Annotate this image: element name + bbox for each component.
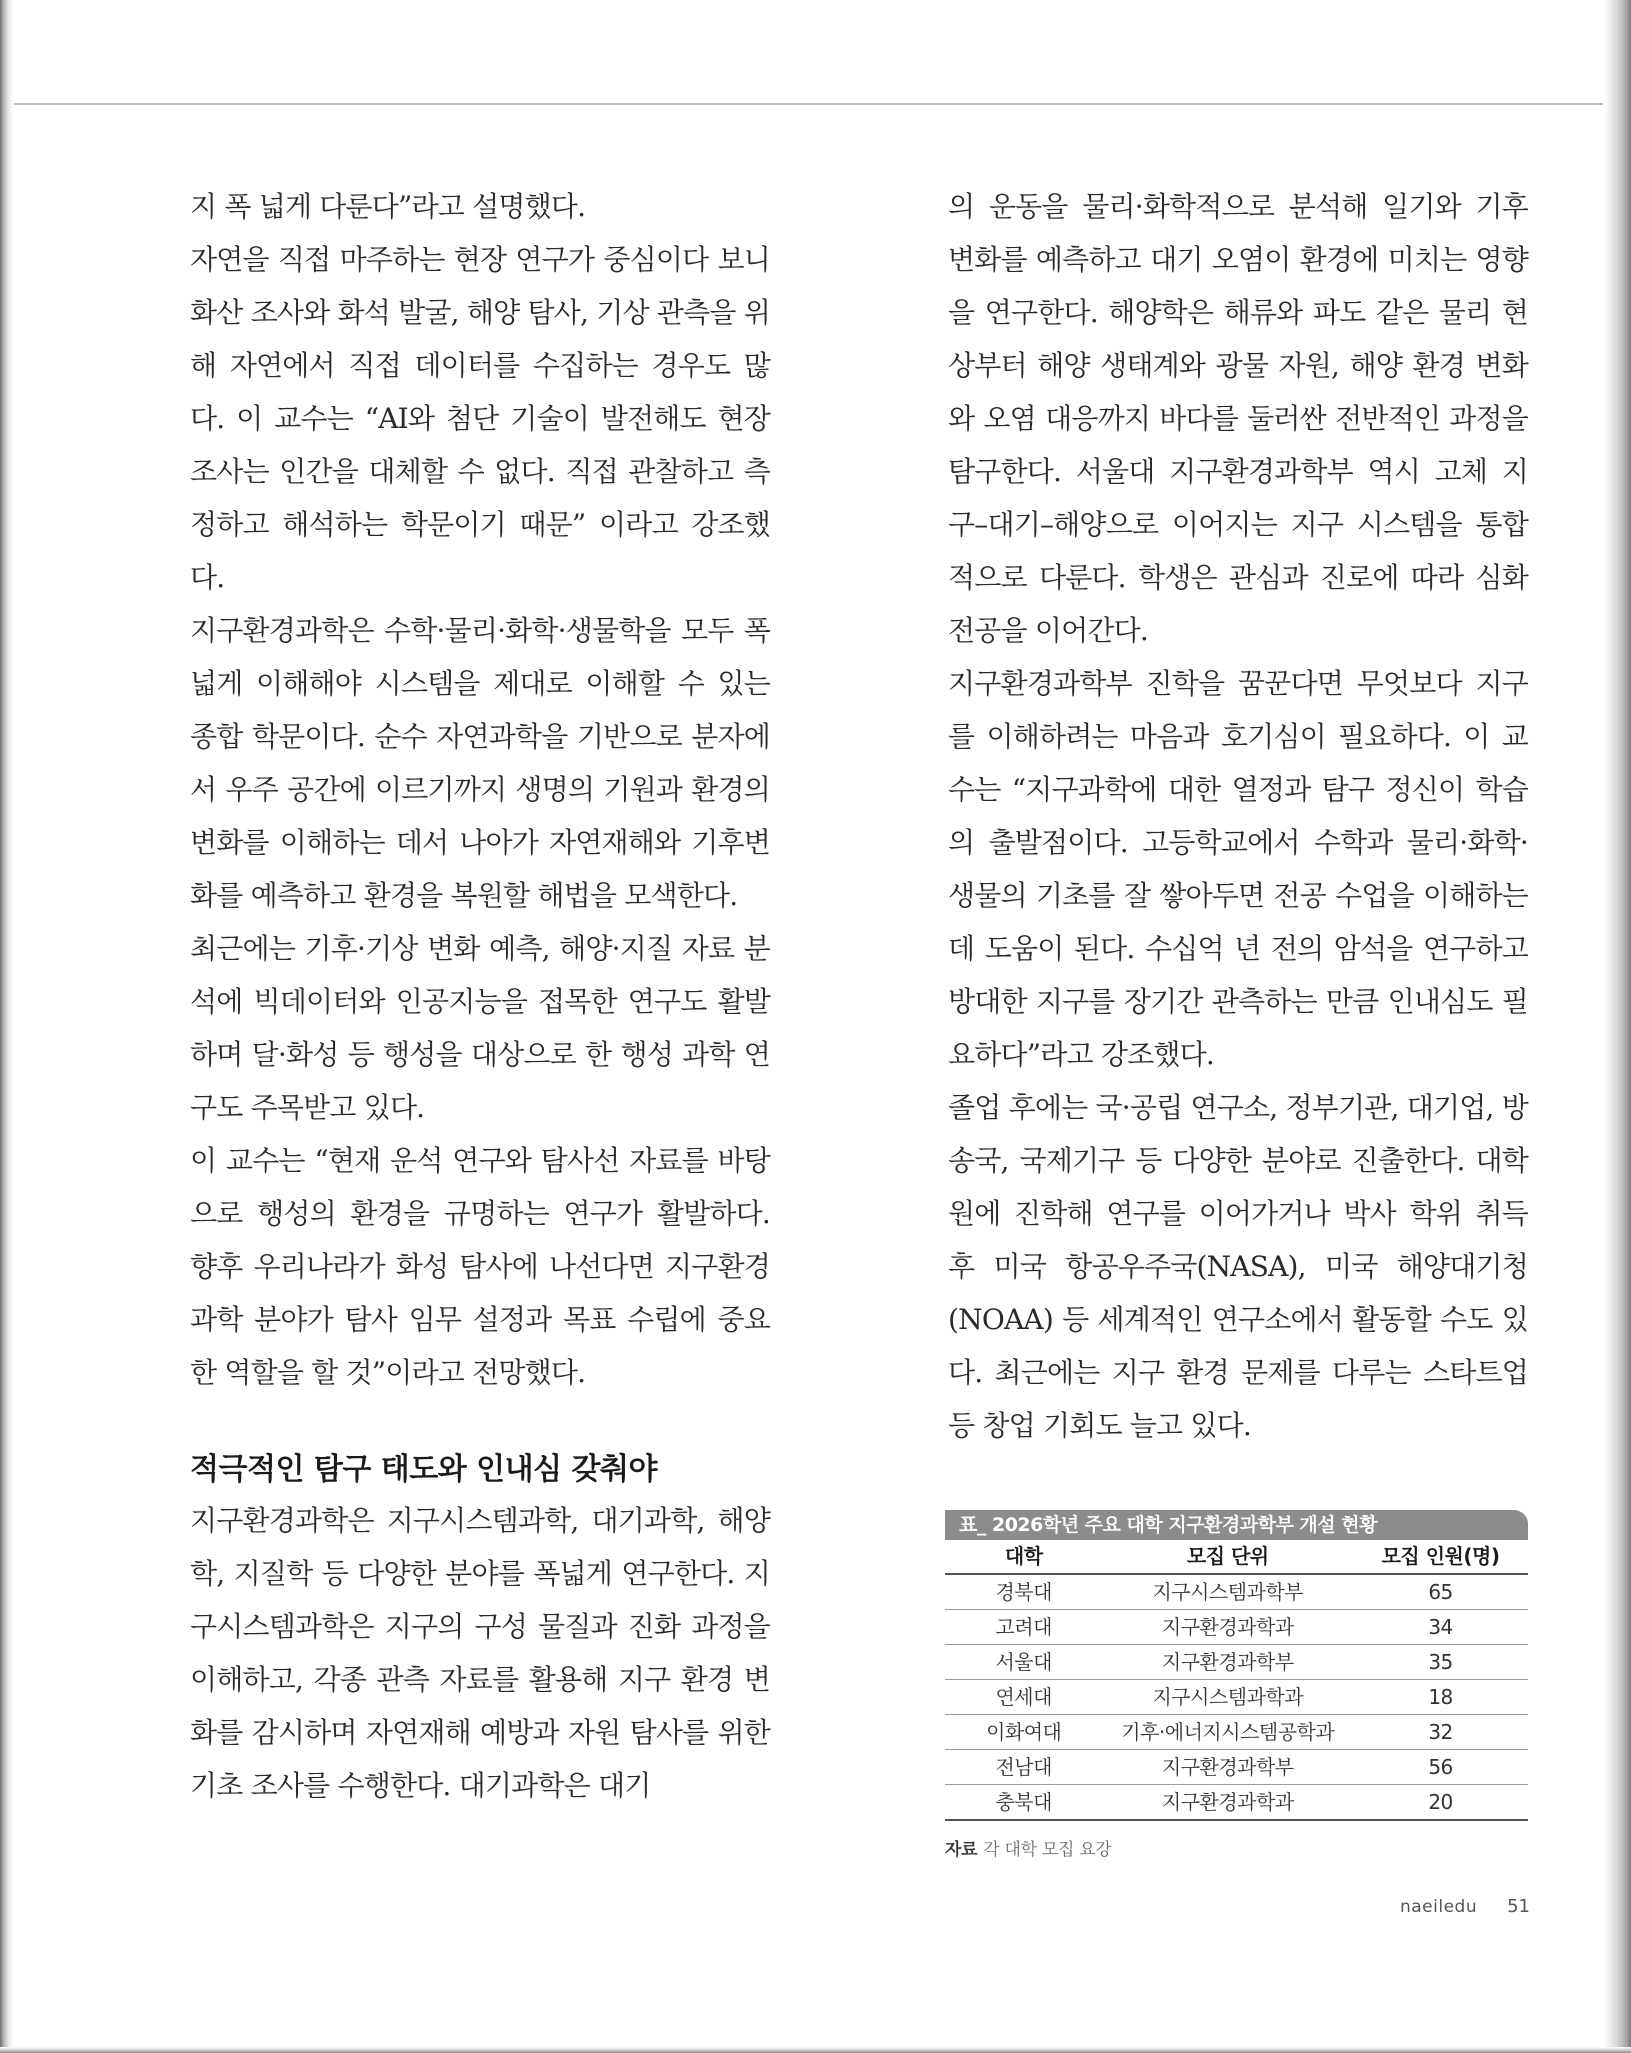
table-row	[945, 1574, 1528, 1610]
page-shadow-left	[0, 0, 14, 2053]
table-header-row	[945, 1540, 1528, 1574]
cell-unit: 지구환경과학부	[1102, 1645, 1353, 1680]
table-row	[945, 1715, 1528, 1750]
cell-quota: 18	[1353, 1680, 1528, 1715]
section-heading: 적극적인 탐구 태도와 인내심 갖춰야	[190, 1452, 657, 1487]
cell-university: 서울대	[945, 1645, 1102, 1680]
publication-name: naeiledu	[1399, 1897, 1478, 1917]
paragraph: 졸업 후에는 국·공립 연구소, 정부기관, 대기업, 방송국, 국제기구 등 다양한 분야로 진출한다. 대학원에 진학해 연구를 이어가거나 박사 학위 취득 후 미국 항공우주국(NASA), 미국 해양대기청(NOAA) 등 세계적인 연구소에서 활동할 수도 있다. 최근에는 지구 환경 문제를 다루는 스타트업 등 창업 기회도 늘고 있다.	[948, 1091, 1528, 1442]
cell-university: 경북대	[945, 1574, 1102, 1610]
cell-quota: 56	[1353, 1750, 1528, 1785]
cell-quota: 34	[1353, 1610, 1528, 1645]
paragraph: 최근에는 기후·기상 변화 예측, 해양·지질 자료 분석에 빅데이터와 인공지능을 접목한 연구도 활발하며 달·화성 등 행성을 대상으로 한 행성 과학 연구도 주목받고 있다.	[190, 932, 770, 1124]
cell-unit: 기후·에너지시스템공학과	[1102, 1715, 1353, 1750]
cell-university: 전남대	[945, 1750, 1102, 1785]
table-row	[945, 1750, 1528, 1785]
table-row	[945, 1645, 1528, 1680]
paragraph: 의 운동을 물리·화학적으로 분석해 일기와 기후 변화를 예측하고 대기 오염이 환경에 미치는 영향을 연구한다. 해양학은 해류와 파도 같은 물리 현상부터 해양 생태계와 광물 자원, 해양 환경 변화와 오염 대응까지 바다를 둘러싼 전반적인 과정을 탐구한다. 서울대 지구환경과학부 역시 고체 지구–대기–해양으로 이어지는 지구 시스템을 통합적으로 다룬다. 학생은 관심과 진로에 따라 심화 전공을 이어간다.	[948, 190, 1528, 647]
paragraph: 지구환경과학은 지구시스템과학, 대기과학, 해양학, 지질학 등 다양한 분야를 폭넓게 연구한다. 지구시스템과학은 지구의 구성 물질과 진화 과정을 이해하고, 각종 관측 자료를 활용해 지구 환경 변화를 감시하며 자연재해 예방과 자원 탐사를 위한 기초 조사를 수행한다. 대기과학은 대기	[190, 1504, 770, 1802]
cell-quota: 32	[1353, 1715, 1528, 1750]
source-label: 자료	[945, 1840, 978, 1860]
table-row	[945, 1680, 1528, 1715]
page-shadow-right	[1603, 0, 1631, 2053]
table-row	[945, 1785, 1528, 1821]
paragraph: 지구환경과학부 진학을 꿈꾼다면 무엇보다 지구를 이해하려는 마음과 호기심이 필요하다. 이 교수는 “지구과학에 대한 열정과 탐구 정신이 학습의 출발점이다. 고등학교에서 수학과 물리·화학·생물의 기초를 잘 쌓아두면 전공 수업을 이해하는 데 도움이 된다. 수십억 년 전의 암석을 연구하고 방대한 지구를 장기간 관측하는 만큼 인내심도 필요하다”라고 강조했다.	[948, 667, 1528, 1071]
column-header-quota: 모집 인원(명)	[1353, 1540, 1528, 1574]
cell-university: 연세대	[945, 1680, 1102, 1715]
column-header-university: 대학	[945, 1540, 1102, 1574]
page-footer	[1360, 1896, 1530, 1917]
cell-quota: 35	[1353, 1645, 1528, 1680]
article-column-left	[190, 180, 770, 1812]
table-row	[945, 1610, 1528, 1645]
cell-unit: 지구시스템과학부	[1102, 1574, 1353, 1610]
paragraph: 지 폭 넓게 다룬다”라고 설명했다.	[190, 190, 586, 223]
cell-university: 고려대	[945, 1610, 1102, 1645]
cell-unit: 지구환경과학부	[1102, 1750, 1353, 1785]
source-text: 각 대학 모집 요강	[983, 1840, 1112, 1860]
admissions-table	[945, 1540, 1528, 1821]
column-header-unit: 모집 단위	[1102, 1540, 1353, 1574]
paragraph: 이 교수는 “현재 운석 연구와 탐사선 자료를 바탕으로 행성의 환경을 규명하는 연구가 활발하다. 향후 우리나라가 화성 탐사에 나선다면 지구환경과학 분야가 탐사 임무 설정과 목표 수립에 중요한 역할을 할 것”이라고 전망했다.	[190, 1144, 770, 1389]
header-rule	[14, 103, 1603, 105]
paragraph: 자연을 직접 마주하는 현장 연구가 중심이다 보니 화산 조사와 화석 발굴, 해양 탐사, 기상 관측을 위해 자연에서 직접 데이터를 수집하는 경우도 많다. 이 교수는 “AI와 첨단 기술이 발전해도 현장 조사는 인간을 대체할 수 없다. 직접 관찰하고 측정하고 해석하는 학문이기 때문” 이라고 강조했다.	[190, 243, 770, 594]
page-shadow-bottom	[0, 2047, 1631, 2053]
cell-university: 이화여대	[945, 1715, 1102, 1750]
cell-unit: 지구환경과학과	[1102, 1610, 1353, 1645]
page-number: 51	[1507, 1896, 1530, 1917]
table-caption: 표_ 2026학년 주요 대학 지구환경과학부 개설 현황	[945, 1510, 1528, 1540]
cell-university: 충북대	[945, 1785, 1102, 1821]
admissions-table-box	[945, 1510, 1528, 1860]
cell-quota: 65	[1353, 1574, 1528, 1610]
cell-quota: 20	[1353, 1785, 1528, 1821]
table-source-note	[945, 1835, 1528, 1860]
paragraph: 지구환경과학은 수학·물리·화학·생물학을 모두 폭넓게 이해해야 시스템을 제대로 이해할 수 있는 종합 학문이다. 순수 자연과학을 기반으로 분자에서 우주 공간에 이르기까지 생명의 기원과 환경의 변화를 이해하는 데서 나아가 자연재해와 기후변화를 예측하고 환경을 복원할 해법을 모색한다.	[190, 614, 770, 912]
cell-unit: 지구시스템과학과	[1102, 1680, 1353, 1715]
cell-unit: 지구환경과학과	[1102, 1785, 1353, 1821]
article-column-right	[948, 180, 1528, 1452]
